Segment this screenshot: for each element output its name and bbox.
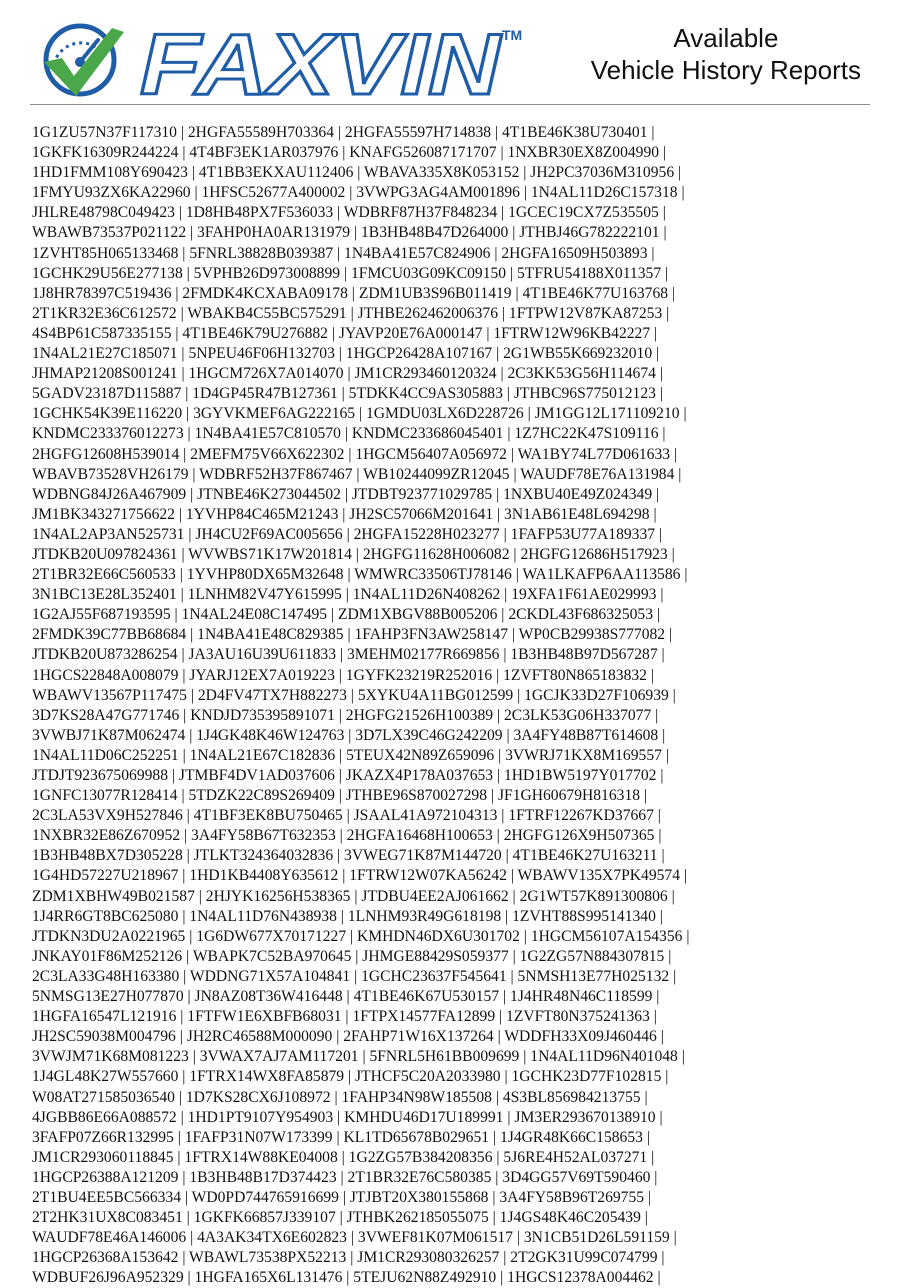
logo-wordmark: FAXVIN xyxy=(140,18,503,100)
vin-line: WDBUF26J96A952329 | 1HGFA165X6L131476 | 5TEJU62N88Z492910 | 1HGCS12378A004462 | xyxy=(32,1269,661,1287)
vin-line: 2T1BR32E66C560533 | 1YVHP80DX65M32648 | WMWRC33506TJ78146 | WA1LKAFP6AA113586 | xyxy=(32,566,688,584)
vin-line: 3VWBJ71K87M062474 | 1J4GK48K46W124763 | 3D7LX39C46G242209 | 3A4FY48B87T614608 | xyxy=(32,726,666,744)
vin-line: W08AT271585036540 | 1D7KS28CX6J108972 | 1FAHP34N98W185508 | 4S3BL856984213755 | xyxy=(32,1088,648,1106)
vin-line: WBAWB73537P021122 | 3FAHP0HA0AR131979 | 1B3HB48B47D264000 | JTHBJ46G782222101 | xyxy=(32,224,667,242)
page-header xyxy=(0,0,905,110)
vin-line: JTDKN3DU2A0221965 | 1G6DW677X70171227 | KMHDN46DX6U301702 | 1HGCM56107A154356 | xyxy=(32,927,690,945)
vin-line: 1ZVHT85H065133468 | 5FNRL38828B039387 | 1N4BA41E57C824906 | 2HGFA16509H503893 | xyxy=(32,244,655,262)
vin-line: 1HGCS22848A008079 | JYARJ12EX7A019223 | 1GYFK23219R252016 | 1ZVFT80N865183832 | xyxy=(32,666,654,684)
vin-line: 2T1BU4EE5BC566334 | WD0PD744765916699 | JTJBT20X380155868 | 3A4FY58B96T269755 | xyxy=(32,1188,652,1206)
vin-line: 2T1KR32E36C612572 | WBAKB4C55BC575291 | JTHBE262462006376 | 1FTPW12V87KA87253 | xyxy=(32,304,670,322)
vin-line: 2FMDK39C77BB68684 | 1N4BA41E48C829385 | 1FAHP3FN3AW258147 | WP0CB29938S777082 | xyxy=(32,626,673,644)
vin-line: 4JGBB86E66A088572 | 1HD1PT9107Y954903 | KMHDU46D17U189991 | JM3ER293670138910 | xyxy=(32,1108,663,1126)
faxvin-logo xyxy=(40,18,560,100)
vin-line: 2T2HK31UX8C083451 | 1GKFK66857J339107 | JTHBK262185055075 | 1J4GS48K46C205439 | xyxy=(32,1209,648,1227)
tagline-line-2: Vehicle History Reports xyxy=(590,55,861,85)
vin-line: JM1CR293060118845 | 1FTRX14W88KE04008 | 1G2ZG57B384208356 | 5J6RE4H52AL037271 | xyxy=(32,1148,655,1166)
vin-line: 5NMSG13E27H077870 | JN8AZ08T36W416448 | 4T1BE46K67U530157 | 1J4HR48N46C118599 | xyxy=(32,988,660,1006)
vin-line: 1J8HR78397C519436 | 2FMDK4KCXABA09178 | ZDM1UB3S96B011419 | 4T1BE46K77U163768 | xyxy=(32,284,676,302)
vin-line: 1HGFA16547L121916 | 1FTFW1E6XBFB68031 | 1FTPX14577FA12899 | 1ZVFT80N375241363 | xyxy=(32,1008,657,1026)
vin-line: JTDJT923675069988 | JTMBF4DV1AD037606 | JKAZX4P178A037653 | 1HD1BW5197Y017702 | xyxy=(32,767,664,784)
vin-list xyxy=(32,123,872,1288)
vin-line: JH2SC59038M004796 | JH2RC46588M000090 | 2FAHP71W16X137264 | WDDFH33X09J460446 | xyxy=(32,1028,664,1046)
vin-line: 1N4AL11D06C252251 | 1N4AL21E67C182836 | 5TEUX42N89Z659096 | 3VWRJ71KX8M169557 | xyxy=(32,746,669,764)
vin-line: 1GNFC13077R128414 | 5TDZK22C89S269409 | JTHBE96S870027298 | JF1GH60679H816318 | xyxy=(32,787,648,805)
vin-line: 1GCHK29U56E277138 | 5VPHB26D973008899 | 1FMCU03G09KC09150 | 5TFRU54188X011357 | xyxy=(32,264,669,282)
vin-line: 1G2AJ55F687193595 | 1N4AL24E08C147495 | ZDM1XBGV88B005206 | 2CKDL43F686325053 | xyxy=(32,606,661,624)
vin-line: 1HD1FMM108Y690423 | 4T1BB3EKXAU112406 | WBAVA335X8K053152 | JH2PC37036M310956 | xyxy=(32,164,682,182)
vin-line: 1HGCP26388A121209 | 1B3HB48B17D374423 | 2T1BR32E76C580385 | 3D4GG57V69T590460 | xyxy=(32,1168,658,1186)
vin-line: 5GADV23187D115887 | 1D4GP45R47B127361 | 5TDKK4CC9AS305883 | JTHBC96S775012123 | xyxy=(32,385,663,403)
vin-line: 1GCHK54K39E116220 | 3GYVKMEF6AG222165 | 1GMDU03LX6D228726 | JM1GG12L171109210 | xyxy=(32,405,687,423)
vin-line: JTDKB20U873286254 | JA3AU16U39U611833 | 3MEHM02177R669856 | 1B3HB48B97D567287 | xyxy=(32,646,665,664)
vin-line: 3FAFP07Z66R132995 | 1FAFP31N07W173399 | KL1TD65678B029651 | 1J4GR48K66C158653 | xyxy=(32,1128,650,1146)
vin-line: JM1BK343271756622 | 1YVHP84C465M21243 | JH2SC57066M201641 | 3N1AB61E48L694298 | xyxy=(32,505,657,523)
vin-line: 1G1ZU57N37F117310 | 2HGFA55589H703364 | 2HGFA55597H714838 | 4T1BE46K38U730401 | xyxy=(32,124,655,141)
vin-line: 2C3LA53VX9H527846 | 4T1BF3EK8BU750465 | JSAAL41A972104313 | 1FTRF12267KD37667 | xyxy=(32,807,661,825)
vin-line: 1J4RR6GT8BC625080 | 1N4AL11D76N438938 | 1LNHM93R49G618198 | 1ZVHT88S995141340 | xyxy=(32,907,663,925)
vin-line: 1HGCP26368A153642 | WBAWL73538PX52213 | JM1CR293080326257 | 2T2GK31U99C074799 | xyxy=(32,1249,665,1267)
vin-line: WBAVB73528VH26179 | WDBRF52H37F867467 | WB10244099ZR12045 | WAUDF78E76A131984 | xyxy=(32,465,682,483)
vin-line: 3N1BC13E28L352401 | 1LNHM82V47Y615995 | 1N4AL11D26N408262 | 19XFA1F61AE029993 | xyxy=(32,586,664,604)
vin-line: 2HGFG12608H539014 | 2MEFM75V66X622302 | 1HGCM56407A056972 | WA1BY74L77D061633 | xyxy=(32,445,678,463)
faxvin-logo-graphic xyxy=(40,18,560,100)
vin-line: 3D7KS28A47G771746 | KNDJD735395891071 | 2HGFG21526H100389 | 2C3LK53G06H337077 | xyxy=(32,706,659,724)
header-divider xyxy=(30,104,870,105)
header-tagline xyxy=(591,22,861,86)
vin-line: 1G4HD57227U218967 | 1HD1KB4408Y635612 | 1FTRW12W07KA56242 | WBAWV135X7PK49574 | xyxy=(32,867,688,885)
vin-line: WBAWV13567P117475 | 2D4FV47TX7H882273 | 5XYKU4A11BG012599 | 1GCJK33D27F106939 | xyxy=(32,686,676,704)
vin-line: 3VWJM71K68M081223 | 3VWAX7AJ7AM117201 | 5FNRL5H61BB009699 | 1N4AL11D96N401048 | xyxy=(32,1048,685,1066)
vin-line: WDBNG84J26A467909 | JTNBE46K273044502 | JTDBT923771029785 | 1NXBU40E49Z024349 | xyxy=(32,485,660,503)
vin-line: JHMAP21208S001241 | 1HGCM726X7A014070 | JM1CR293460120324 | 2C3KK53G56H114674 | xyxy=(32,365,663,383)
vin-line: JHLRE48798C049423 | 1D8HB48PX7F536033 | WDBRF87H37F848234 | 1GCEC19CX7Z535505 | xyxy=(32,204,666,222)
vin-line: 1GKFK16309R244224 | 4T4BF3EK1AR037976 | KNAFG526087171707 | 1NXBR30EX8Z004990 | xyxy=(32,144,667,162)
vin-line: 1NXBR32E86Z670952 | 3A4FY58B67T632353 | 2HGFA16468H100653 | 2HGFG126X9H507365 | xyxy=(32,827,662,845)
vin-line: JNKAY01F86M252126 | WBAPK7C52BA970645 | JHMGE88429S059377 | 1G2ZG57N884307815 | xyxy=(32,947,672,965)
vin-line: 1J4GL48K27W557660 | 1FTRX14WX8FA85879 | JTHCF5C20A2033980 | 1GCHK23D77F102815 | xyxy=(32,1068,669,1086)
vin-line: ZDM1XBHW49B021587 | 2HJYK16256H538365 | JTDBU4EE2AJ061662 | 2G1WT57K891300806 | xyxy=(32,887,675,905)
trademark-mark: TM xyxy=(502,27,523,43)
vin-line: WAUDF78E46A146006 | 4A3AK34TX6E602823 | 3VWEF81K07M061517 | 3N1CB51D26L591159 | xyxy=(32,1229,677,1247)
tagline-line-1: Available xyxy=(673,23,779,53)
vin-line: 1FMYU93ZX6KA22960 | 1HFSC52677A400002 | 3VWPG3AG4AM001896 | 1N4AL11D26C157318 | xyxy=(32,184,685,202)
vin-line: JTDKB20U097824361 | WVWBS71K17W201814 | 2HGFG11628H006082 | 2HGFG12686H517923 | xyxy=(32,545,675,563)
vin-line: 1B3HB48BX7D305228 | JTLKT324364032836 | 3VWEG71K87M144720 | 4T1BE46K27U163211 | xyxy=(32,847,665,865)
vin-line: KNDMC233376012273 | 1N4BA41E57C810570 | KNDMC233686045401 | 1Z7HC22K47S109116 | xyxy=(32,425,666,443)
vin-line: 4S4BP61C587335155 | 4T1BE46K79U276882 | JYAVP20E76A000147 | 1FTRW12W96KB42227 | xyxy=(32,324,658,342)
vin-line: 1N4AL2AP3AN525731 | JH4CU2F69AC005656 | 2HGFA15228H023277 | 1FAFP53U77A189337 | xyxy=(32,525,663,543)
vin-line: 2C3LA33G48H163380 | WDDNG71X57A104841 | 1GCHC23637F545641 | 5NMSH13E77H025132 | xyxy=(32,967,677,985)
vin-line: 1N4AL21E27C185071 | 5NPEU46F06H132703 | 1HGCP26428A107167 | 2G1WB55K669232010 | xyxy=(32,345,660,363)
